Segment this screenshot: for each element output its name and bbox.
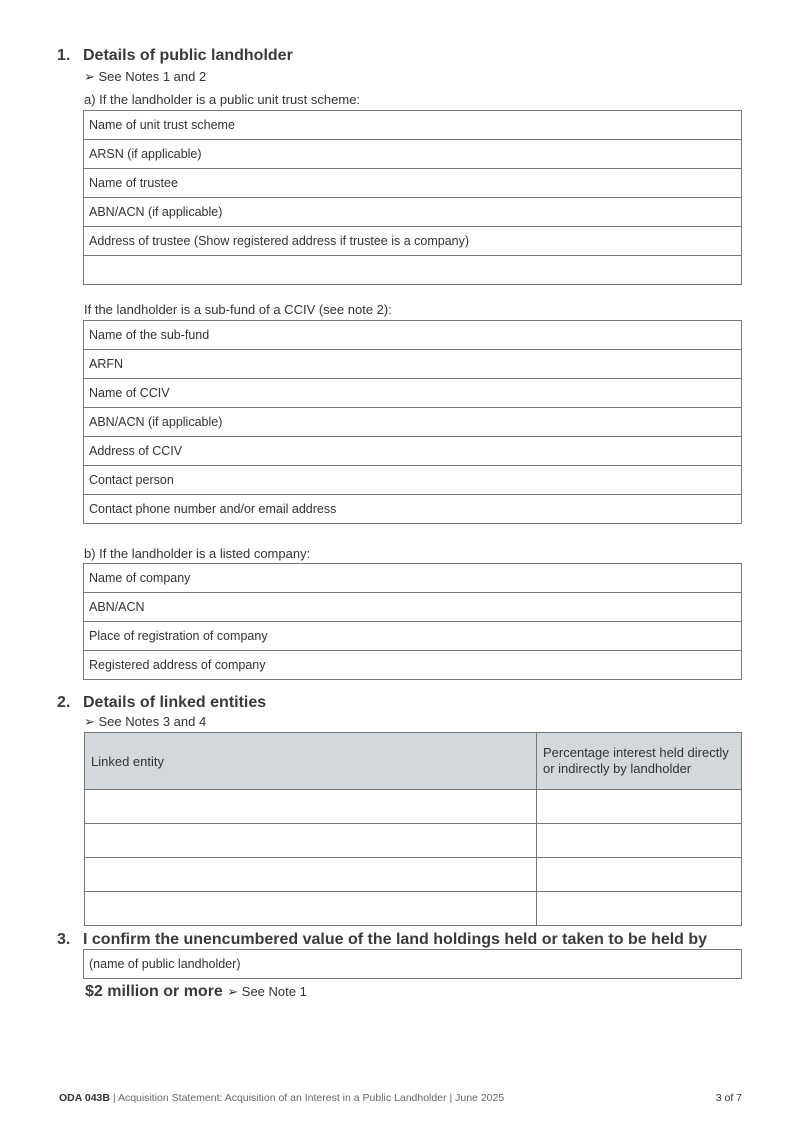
section-title: Details of public landholder (83, 47, 293, 64)
section-number: 1. (57, 47, 71, 64)
form-field[interactable]: Name of trustee (84, 169, 742, 198)
table-cell[interactable] (85, 858, 537, 892)
column-header-percentage: Percentage interest held directly or indirectly by landholder (537, 733, 742, 790)
table-cell[interactable] (85, 824, 537, 858)
section-number: 3. (57, 931, 71, 948)
page-number: 3 of 7 (715, 1092, 742, 1104)
form-field[interactable]: ABN/ACN (if applicable) (84, 198, 742, 227)
section-1-heading (57, 47, 293, 65)
section-title: I confirm the unencumbered value of the land holdings held or taken to be held by (83, 931, 708, 948)
form-field[interactable]: ARSN (if applicable) (84, 140, 742, 169)
form-field-blank[interactable] (84, 256, 742, 285)
see-note: ➢ See Note 1 (227, 984, 307, 999)
public-landholder-name-field[interactable]: (name of public landholder) (84, 950, 742, 979)
table-cell[interactable] (537, 790, 742, 824)
form-field[interactable]: Registered address of company (84, 651, 742, 680)
column-header-linked-entity: Linked entity (85, 733, 537, 790)
form-field[interactable]: Name of CCIV (84, 379, 742, 408)
table-cell[interactable] (537, 892, 742, 926)
linked-entities-table (84, 732, 742, 926)
part-a-intro: a) If the landholder is a public unit trust scheme: (84, 92, 361, 107)
value-statement (85, 983, 307, 1001)
form-field[interactable]: Address of CCIV (84, 437, 742, 466)
form-field[interactable]: Place of registration of company (84, 622, 742, 651)
form-field[interactable]: Contact person (84, 466, 742, 495)
unit-trust-table (83, 110, 742, 285)
see-notes: ➢ See Notes 1 and 2 (84, 69, 207, 84)
part-b-intro: b) If the landholder is a listed company: (84, 546, 311, 561)
section-title: Details of linked entities (83, 694, 267, 711)
form-field[interactable]: Name of unit trust scheme (84, 111, 742, 140)
section-2-heading (57, 694, 266, 712)
table-cell[interactable] (537, 858, 742, 892)
form-code: ODA 043B (59, 1092, 110, 1104)
section-3-heading (57, 931, 707, 949)
ccvi-intro: If the landholder is a sub-fund of a CCIV (see note 2): (84, 302, 392, 317)
footer (59, 1092, 504, 1104)
footer-text: | Acquisition Statement: Acquisition of an Interest in a Public Landholder | June 2025 (109, 1092, 505, 1104)
table-cell[interactable] (85, 790, 537, 824)
landholder-name-table (83, 949, 742, 979)
table-cell[interactable] (85, 892, 537, 926)
form-field[interactable]: ARFN (84, 350, 742, 379)
form-field[interactable]: Contact phone number and/or email address (84, 495, 742, 524)
form-field[interactable]: Name of the sub-fund (84, 321, 742, 350)
form-field[interactable]: ABN/ACN (if applicable) (84, 408, 742, 437)
section-number: 2. (57, 694, 71, 711)
form-field[interactable]: Name of company (84, 564, 742, 593)
table-cell[interactable] (537, 824, 742, 858)
ccvi-table (83, 320, 742, 524)
listed-company-table (83, 563, 742, 680)
form-field[interactable]: ABN/ACN (84, 593, 742, 622)
see-notes: ➢ See Notes 3 and 4 (84, 714, 207, 729)
form-field[interactable]: Address of trustee (Show registered address if trustee is a company) (84, 227, 742, 256)
value-amount: $2 million or more (85, 983, 223, 1000)
